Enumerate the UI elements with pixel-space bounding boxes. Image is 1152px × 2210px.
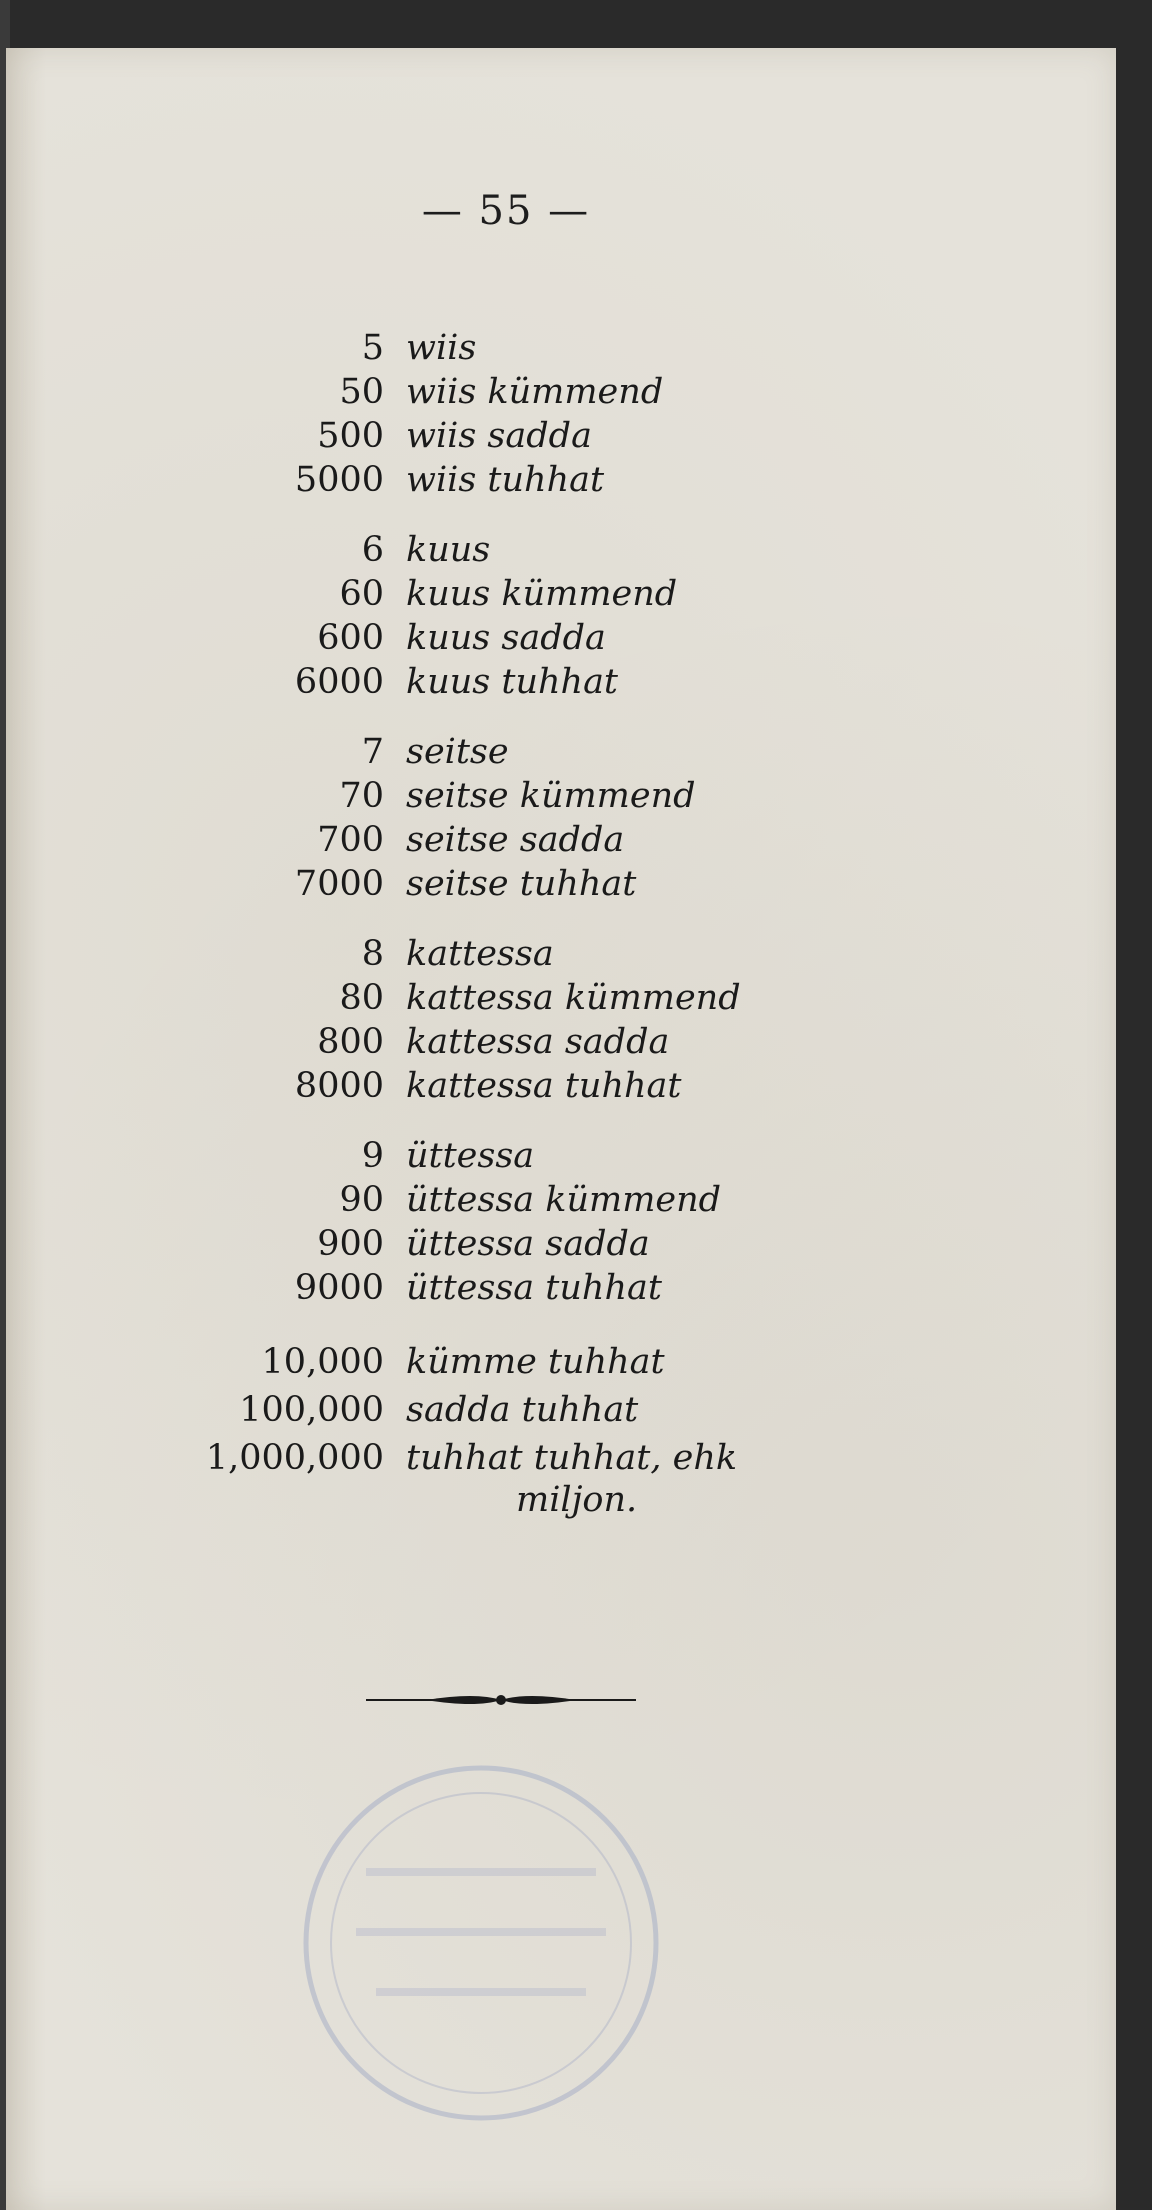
- number-word: sadda tuhhat: [406, 1390, 639, 1430]
- numeral: 5000: [294, 460, 384, 500]
- book-page: [6, 48, 1116, 2210]
- number-word: kümme tuhhat: [406, 1342, 665, 1382]
- table-row: [6, 1436, 1106, 1480]
- table-row: [6, 616, 1106, 660]
- table-row: [6, 370, 1106, 414]
- divider-ornament-icon: [366, 1688, 636, 1712]
- table-row: [6, 1340, 1106, 1384]
- numeral: 6000: [294, 662, 384, 702]
- numeral: 9: [361, 1136, 384, 1176]
- continuation-text: miljon.: [516, 1480, 638, 1520]
- number-word: wiis kümmend: [406, 372, 664, 412]
- numeral: 50: [339, 372, 384, 412]
- numeral: 10,000: [261, 1342, 384, 1382]
- table-row: [6, 1388, 1106, 1432]
- numeral: 9000: [294, 1268, 384, 1308]
- numeral: 1,000,000: [205, 1438, 384, 1478]
- number-word: üttessa sadda: [406, 1224, 650, 1264]
- numeral: 8: [361, 934, 384, 974]
- numeral: 600: [317, 618, 384, 658]
- number-word: üttessa kümmend: [406, 1180, 722, 1220]
- numeral: 7000: [294, 864, 384, 904]
- number-word: üttessa tuhhat: [406, 1268, 662, 1308]
- number-word: kattessa tuhhat: [406, 1066, 682, 1106]
- table-row: [6, 572, 1106, 616]
- table-row: [6, 1134, 1106, 1178]
- number-word: kuus sadda: [406, 618, 606, 658]
- table-row: [6, 1222, 1106, 1266]
- number-word: wiis tuhhat: [406, 460, 605, 500]
- table-row: [6, 730, 1106, 774]
- number-word: kattessa kümmend: [406, 978, 741, 1018]
- page-number: — 55 —: [421, 188, 591, 234]
- numeral: 500: [317, 416, 384, 456]
- table-row: [6, 1020, 1106, 1064]
- table-row: [6, 1064, 1106, 1108]
- table-row: [6, 932, 1106, 976]
- table-row: [6, 528, 1106, 572]
- number-word: wiis sadda: [406, 416, 592, 456]
- numeral: 5: [361, 328, 384, 368]
- number-word: kuus kümmend: [406, 574, 678, 614]
- numeral: 70: [339, 776, 384, 816]
- table-row: [6, 1266, 1106, 1310]
- table-row: [6, 326, 1106, 370]
- numeral: 80: [339, 978, 384, 1018]
- table-row: [6, 862, 1106, 906]
- number-word: tuhhat tuhhat, ehk: [406, 1438, 738, 1478]
- number-word: kuus tuhhat: [406, 662, 618, 702]
- table-row: [6, 1178, 1106, 1222]
- table-row: [6, 660, 1106, 704]
- table-row: [6, 458, 1106, 502]
- number-word: kuus: [406, 530, 491, 570]
- numeral: 700: [317, 820, 384, 860]
- numeral: 90: [339, 1180, 384, 1220]
- table-row: [6, 774, 1106, 818]
- numeral: 7: [361, 732, 384, 772]
- number-word: üttessa: [406, 1136, 535, 1176]
- table-row: [6, 818, 1106, 862]
- table-row: [6, 976, 1106, 1020]
- library-stamp-icon: [296, 1758, 666, 2128]
- number-word: wiis: [406, 328, 477, 368]
- table-row: [6, 414, 1106, 458]
- numeral: 800: [317, 1022, 384, 1062]
- numeral: 8000: [294, 1066, 384, 1106]
- number-word: seitse kümmend: [406, 776, 696, 816]
- number-word: kattessa: [406, 934, 554, 974]
- numeral: 100,000: [239, 1390, 384, 1430]
- number-word: seitse sadda: [406, 820, 625, 860]
- number-word: seitse: [406, 732, 509, 772]
- numeral: 6: [361, 530, 384, 570]
- numeral: 60: [339, 574, 384, 614]
- number-word: seitse tuhhat: [406, 864, 637, 904]
- number-word: kattessa sadda: [406, 1022, 670, 1062]
- numeral: 900: [317, 1224, 384, 1264]
